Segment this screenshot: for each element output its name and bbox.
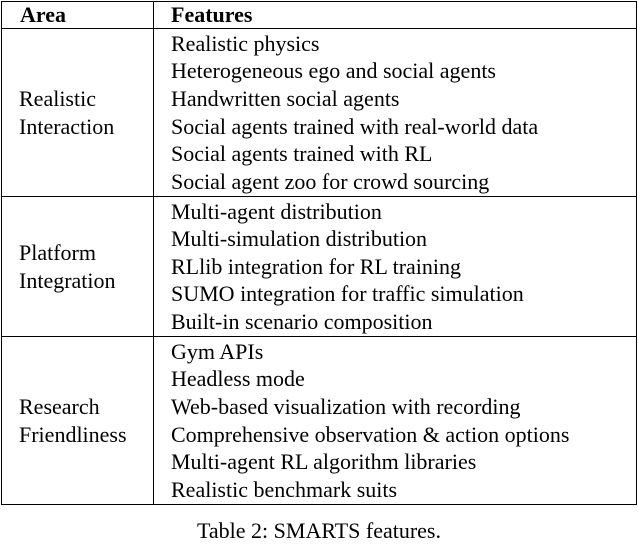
feature-item: Headless mode xyxy=(171,366,305,392)
table-caption: Table 2: SMARTS features. xyxy=(197,518,441,543)
feature-item: Comprehensive observation & action options xyxy=(171,421,570,447)
feature-item: Heterogeneous ego and social agents xyxy=(171,58,496,84)
feature-item: Handwritten social agents xyxy=(171,85,400,111)
table-row xyxy=(2,197,637,337)
area-cell xyxy=(2,337,154,505)
area-label: Platform xyxy=(19,239,96,265)
features-cell xyxy=(154,337,637,505)
feature-item: Multi-agent RL algorithm libraries xyxy=(171,449,477,475)
feature-item: Social agents trained with RL xyxy=(171,141,433,167)
features-column-header: Features xyxy=(154,2,637,29)
feature-item: Multi-simulation distribution xyxy=(171,226,428,252)
feature-item: Social agent zoo for crowd sourcing xyxy=(171,168,490,194)
feature-item: Social agents trained with real-world data xyxy=(171,113,539,139)
features-table xyxy=(1,1,637,505)
feature-item: Realistic physics xyxy=(171,30,320,56)
area-cell xyxy=(2,29,154,197)
feature-item: RLlib integration for RL training xyxy=(171,253,462,279)
table-row xyxy=(2,29,637,197)
area-label: Research xyxy=(19,393,100,419)
area-label: Integration xyxy=(19,267,116,293)
feature-item: SUMO integration for traffic simulation xyxy=(171,281,524,307)
area-label: Realistic xyxy=(19,85,96,111)
features-cell xyxy=(154,197,637,337)
area-column-header: Area xyxy=(2,2,154,29)
feature-item: Multi-agent distribution xyxy=(171,198,382,224)
feature-item: Gym APIs xyxy=(171,338,264,364)
area-label: Friendliness xyxy=(19,421,127,447)
area-cell xyxy=(2,197,154,337)
features-cell xyxy=(154,29,637,197)
area-label: Interaction xyxy=(19,113,115,139)
feature-item: Web-based visualization with recording xyxy=(171,393,521,419)
header-row xyxy=(2,2,637,29)
feature-item: Realistic benchmark suits xyxy=(171,476,398,502)
feature-item: Built-in scenario composition xyxy=(171,308,433,334)
table-row xyxy=(2,337,637,505)
